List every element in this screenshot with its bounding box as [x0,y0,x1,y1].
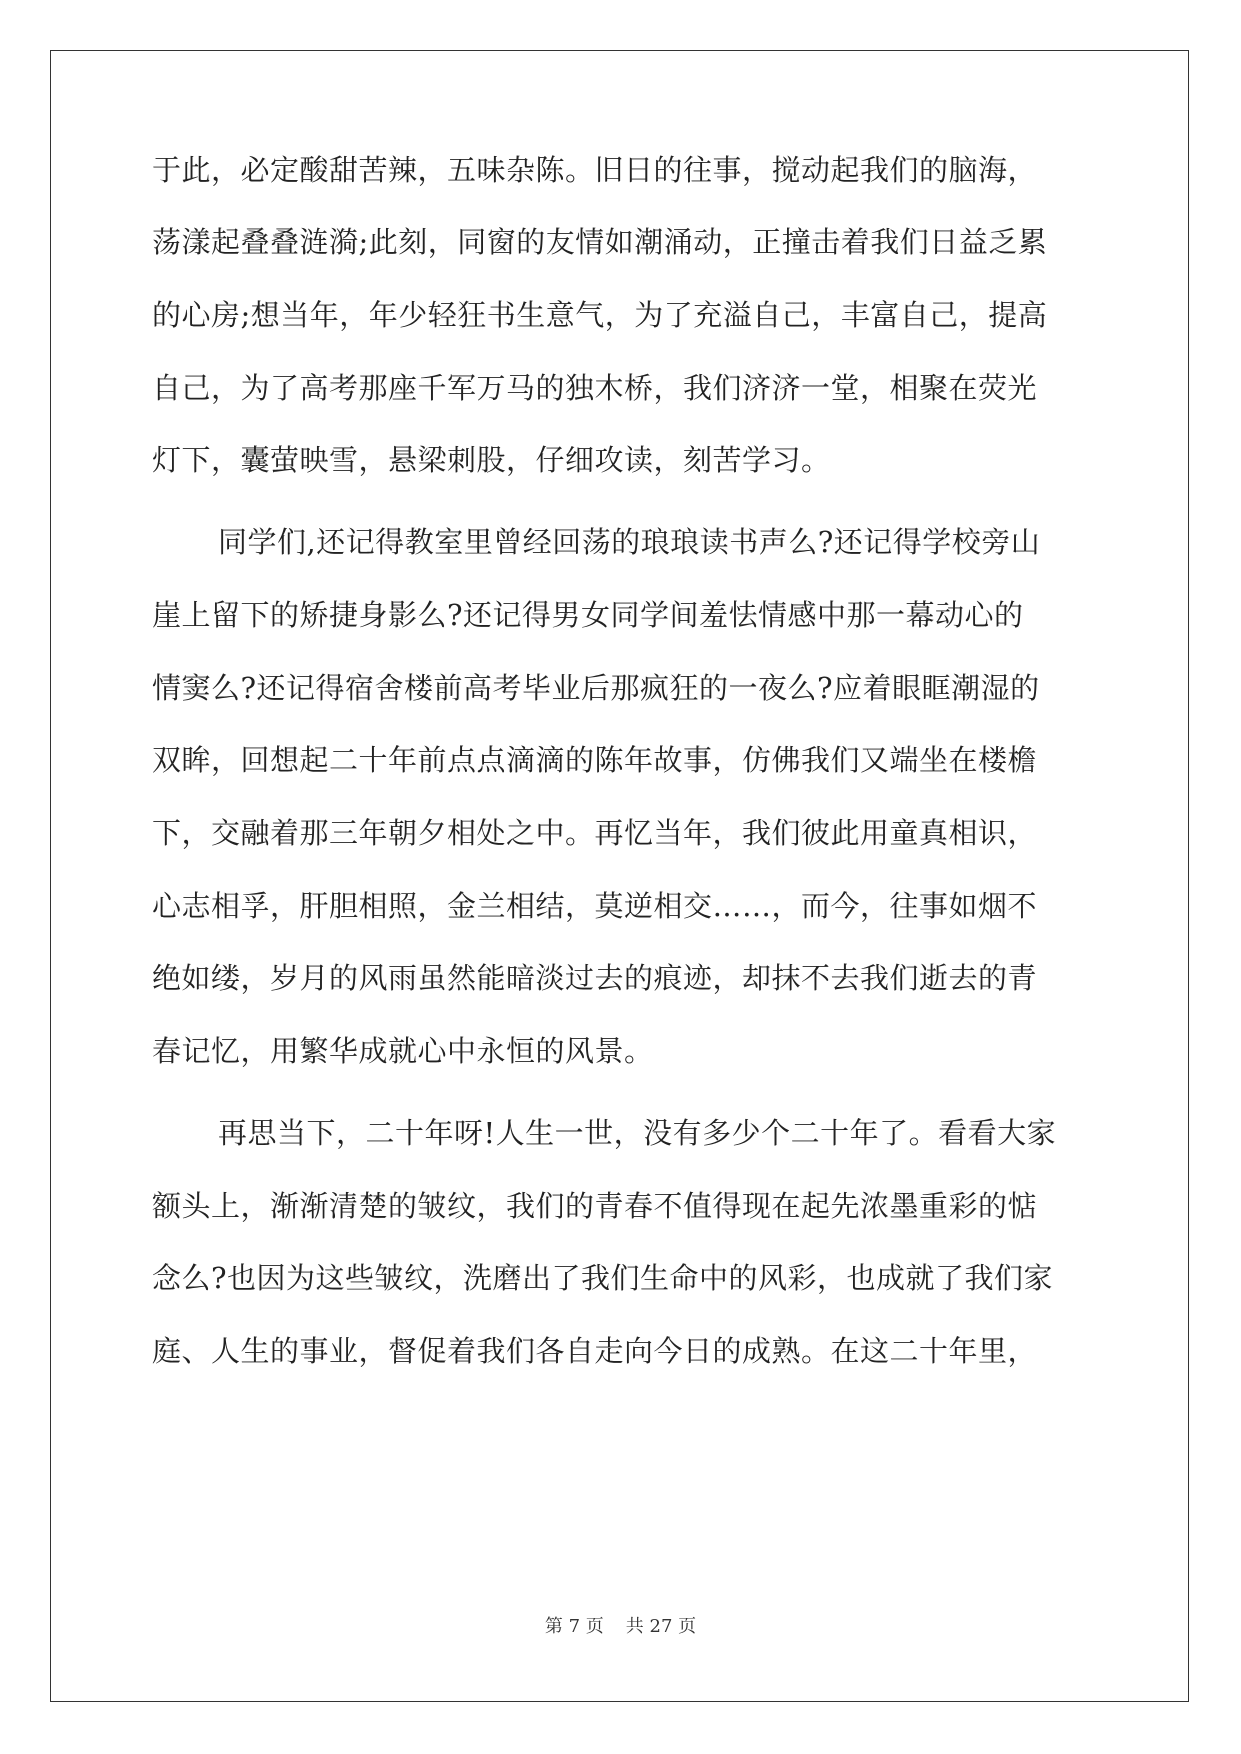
text-line: 于此，必定酸甜苦辣，五味杂陈。旧日的往事，搅动起我们的脑海， [152,153,1038,187]
text-line: 荡漾起叠叠涟漪;此刻，同窗的友情如潮涌动，正撞击着我们日益乏累 [152,225,1048,259]
page-number-current: 第 7 页 [544,1616,604,1637]
text-line: 的心房;想当年，年少轻狂书生意气，为了充溢自己，丰富自己，提高 [152,298,1048,332]
text-line: 庭、人生的事业，督促着我们各自走向今日的成熟。在这二十年里， [152,1334,1038,1368]
text-line: 下，交融着那三年朝夕相处之中。再忆当年，我们彼此用童真相识， [152,816,1038,850]
text-line: 春记忆，用繁华成就心中永恒的风景。 [152,1034,654,1068]
page-footer [0,1615,1241,1639]
text-line: 绝如缕，岁月的风雨虽然能暗淡过去的痕迹，却抹不去我们逝去的青 [152,961,1038,995]
text-line: 心志相孚，肝胆相照，金兰相结，莫逆相交……，而今，往事如烟不 [152,889,1038,923]
text-line: 念么?也因为这些皱纹，洗磨出了我们生命中的风彩，也成就了我们家 [152,1261,1054,1295]
paragraph-first-line: 同学们,还记得教室里曾经回荡的琅琅读书声么?还记得学校旁山 [218,525,1041,559]
text-line: 崖上留下的矫捷身影么?还记得男女同学间羞怯情感中那一幕动心的 [152,598,1024,632]
text-line: 额头上，渐渐清楚的皱纹，我们的青春不值得现在起先浓墨重彩的惦 [152,1189,1038,1223]
text-line: 自己，为了高考那座千军万马的独木桥，我们济济一堂，相聚在荧光 [152,371,1038,405]
text-line: 灯下，囊萤映雪，悬梁刺股，仔细攻读，刻苦学习。 [152,443,831,477]
page-number-total: 共 27 页 [625,1616,697,1637]
text-line: 情窦么?还记得宿舍楼前高考毕业后那疯狂的一夜么?应着眼眶潮湿的 [152,671,1040,705]
text-line: 双眸，回想起二十年前点点滴滴的陈年故事，仿佛我们又端坐在楼檐 [152,743,1038,777]
paragraph-first-line: 再思当下，二十年呀!人生一世，没有多少个二十年了。看看大家 [218,1116,1057,1150]
